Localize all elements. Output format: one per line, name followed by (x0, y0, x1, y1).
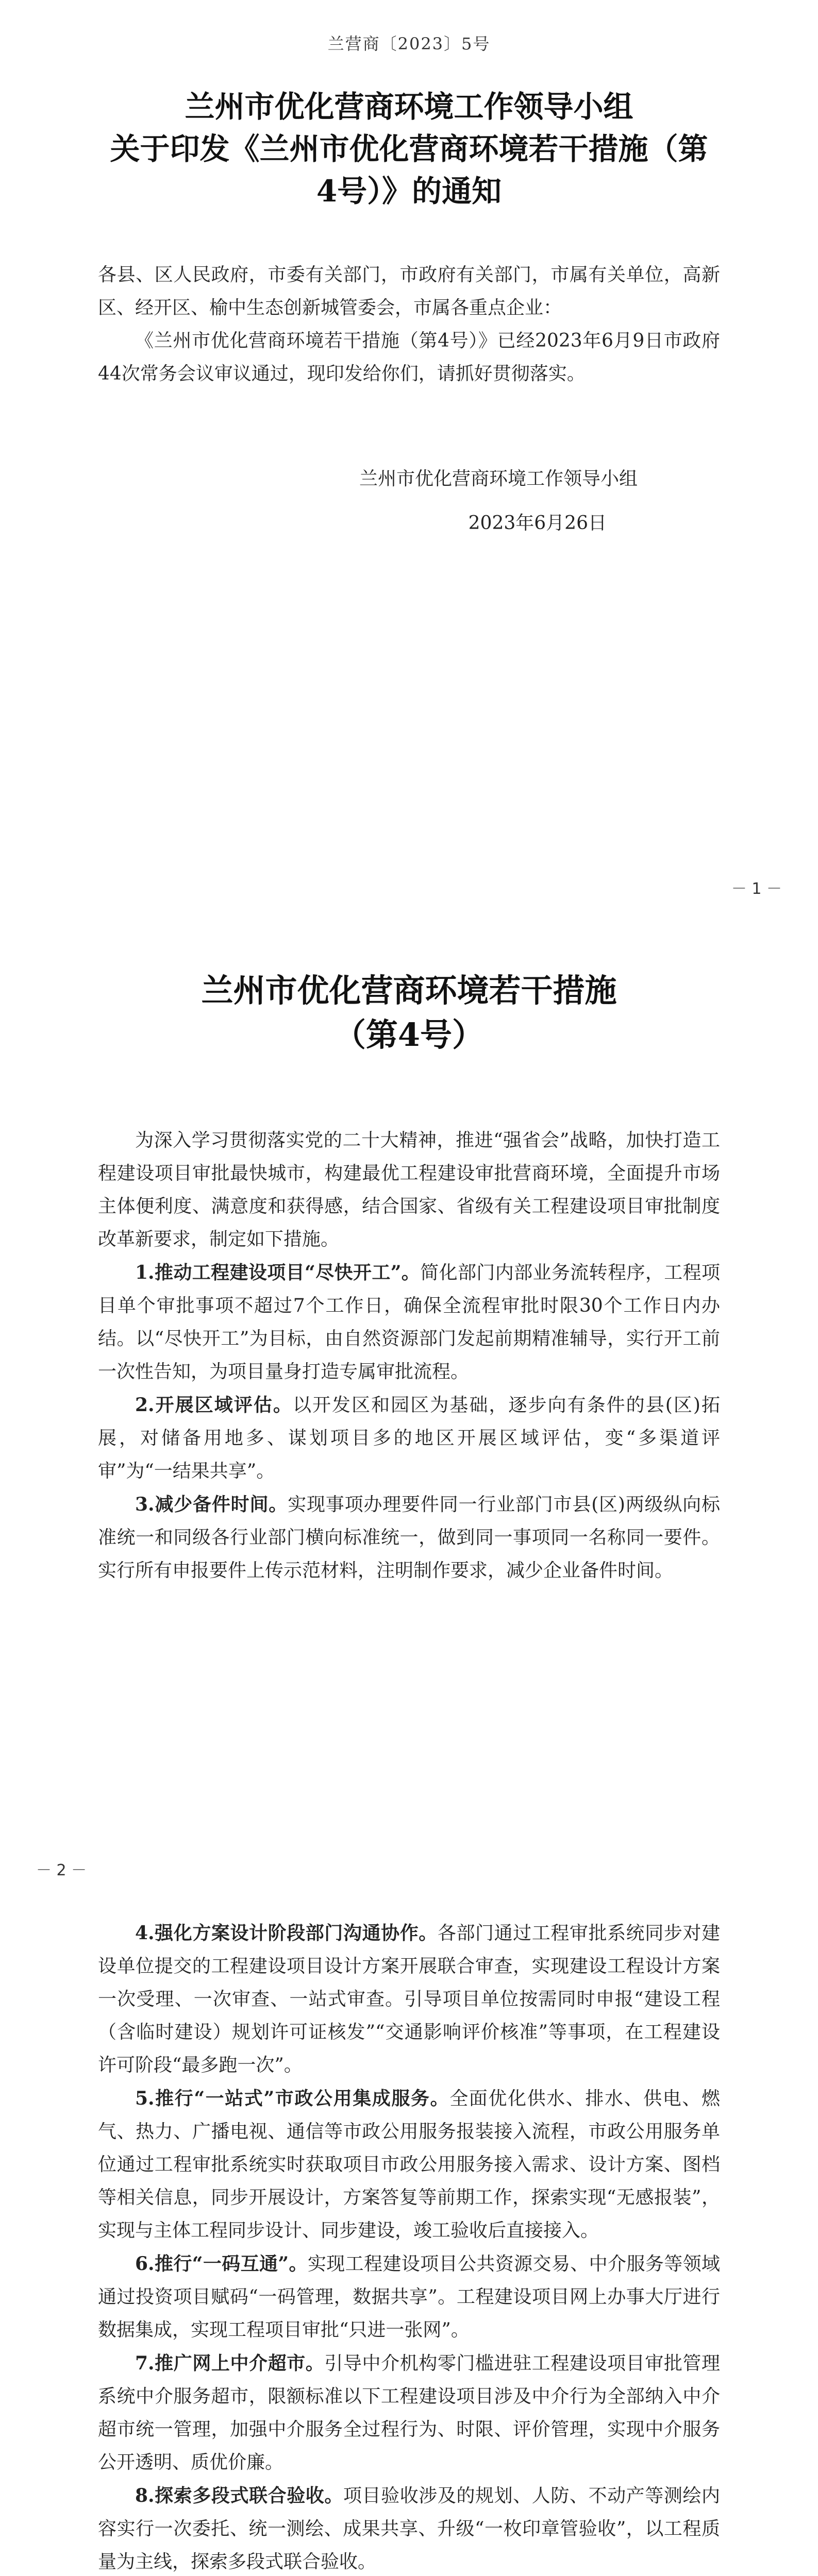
measure-item-7-title: 7.推广网上中介超市。 (135, 2352, 325, 2374)
page-number-2: － 2 － (36, 1861, 87, 1879)
measure-item-3 (98, 1488, 720, 1587)
notice-title-line-1: 兰州市优化营商环境工作领导小组 (185, 89, 633, 124)
measure-item-3-title: 3.减少备件时间。 (135, 1494, 288, 1515)
notice-signature (98, 463, 720, 540)
measure-item-3-text: 实现事项办理要件同一行业部门市县(区)两级纵向标准统一和同级各行业部门横向标准统一，做到同一事项同一名称同一要件。实行所有申报要件上传示范材料，注明制作要求，减少企业备件时间。 (98, 1494, 720, 1581)
measure-item-2-title: 2.开展区域评估。 (135, 1394, 293, 1416)
measures-title (98, 969, 720, 1057)
measures-title-line-2: （第4号） (333, 1016, 485, 1054)
notice-addressee: 各县、区人民政府，市委有关部门，市政府有关部门，市属有关单位，高新区、经开区、榆中生态创新城管委会，市属各重点企业： (98, 264, 720, 318)
measure-item-5-text: 全面优化供水、排水、供电、燃气、热力、广播电视、通信等市政公用服务报装接入流程，市政公用服务单位通过工程审批系统实时获取项目市政公用服务接入需求、设计方案、图档等相关信息，同步开展设计，方案答复等前期工作，探索实现“无感报装”，实现与主体工程同步设计、同步建设，竣工验收后直接接入。 (98, 2088, 720, 2241)
measure-item-8-title: 8.探索多段式联合验收。 (135, 2485, 343, 2506)
page-number-1: － 1 － (731, 880, 782, 898)
measure-item-8 (98, 2479, 720, 2576)
page-2 (0, 969, 818, 1879)
measures-intro: 为深入学习贯彻落实党的二十大精神，推进“强省会”战略，加快打造工程建设项目审批最快城市，构建最优工程建设审批营商环境，全面提升市场主体便利度、满意度和获得感，结合国家、省级有关工程建设项目审批制度改革新要求，制定如下措施。 (98, 1130, 720, 1250)
measure-item-5-title: 5.推行“一站式”市政公用集成服务。 (135, 2088, 450, 2109)
measure-item-2 (98, 1388, 720, 1488)
measure-item-1 (98, 1256, 720, 1388)
measure-item-1-title: 1.推动工程建设项目“尽快开工”。 (135, 1262, 421, 1283)
signature-date: 2023年6月26日 (468, 513, 607, 534)
document-number: 兰营商〔2023〕5号 (327, 34, 491, 54)
measure-item-1-text: 简化部门内部业务流转程序，工程项目单个审批事项不超过7个工作日，确保全流程审批时限30个工作日内办结。以“尽快开工”为目标，由自然资源部门发起前期精准辅导，实行开工前一次性告知，为项目量身打造专属审批流程。 (98, 1262, 720, 1382)
measure-item-4-text: 各部门通过工程审批系统同步对建设单位提交的工程建设项目设计方案开展联合审查，实现建设工程设计方案一次受理、一次审查、一站式审查。引导项目单位按需同时申报“建设工程（含临时建设）规划许可证核发”“交通影响评价核准”等事项，在工程建设许可阶段“最多跑一次”。 (98, 1923, 720, 2076)
page-1 (0, 0, 818, 898)
measure-item-4-title: 4.强化方案设计阶段部门沟通协作。 (135, 1922, 438, 1944)
measure-item-6-text: 实现工程建设项目公共资源交易、中介服务等领域通过投资项目赋码“一码管理，数据共享”。工程建设项目网上办事大厅进行数据集成，实现工程项目审批“只进一张网”。 (98, 2253, 720, 2341)
measure-item-6 (98, 2247, 720, 2347)
measure-item-6-title: 6.推行“一码互通”。 (135, 2253, 308, 2275)
measure-item-5 (98, 2082, 720, 2247)
notice-title-line-2: 关于印发《兰州市优化营商环境若干措施（第 (110, 131, 708, 166)
measures-title-line-1: 兰州市优化营商环境若干措施 (201, 972, 617, 1009)
signature-organization: 兰州市优化营商环境工作领导小组 (359, 468, 638, 489)
measure-item-2-text: 以开发区和园区为基础，逐步向有条件的县(区)拓展，对储备用地多、谋划项目多的地区开展区域评估，变“多渠道评审”为“一结果共享”。 (98, 1395, 720, 1482)
measure-item-4 (98, 1917, 720, 2082)
notice-body: 《兰州市优化营商环境若干措施（第4号）》已经2023年6月9日市政府44次常务会议审议通过，现印发给你们，请抓好贯彻落实。 (98, 330, 720, 384)
notice-title-line-3: 4号）》的通知 (316, 174, 502, 209)
measure-item-8-text: 项目验收涉及的规划、人防、不动产等测绘内容实行一次委托、统一测绘、成果共享、升级“一枚印章管验收”，以工程质量为主线，探索多段式联合验收。 (98, 2485, 720, 2572)
page-3 (0, 1870, 818, 2576)
measure-item-7-text: 引导中介机构零门槛进驻工程建设项目审批管理系统中介服务超市，限额标准以下工程建设项目涉及中介行为全部纳入中介超市统一管理，加强中介服务全过程行为、时限、评价管理，实现中介服务公开透明、质优价廉。 (98, 2353, 720, 2473)
measure-item-7 (98, 2347, 720, 2479)
notice-title (98, 86, 720, 212)
